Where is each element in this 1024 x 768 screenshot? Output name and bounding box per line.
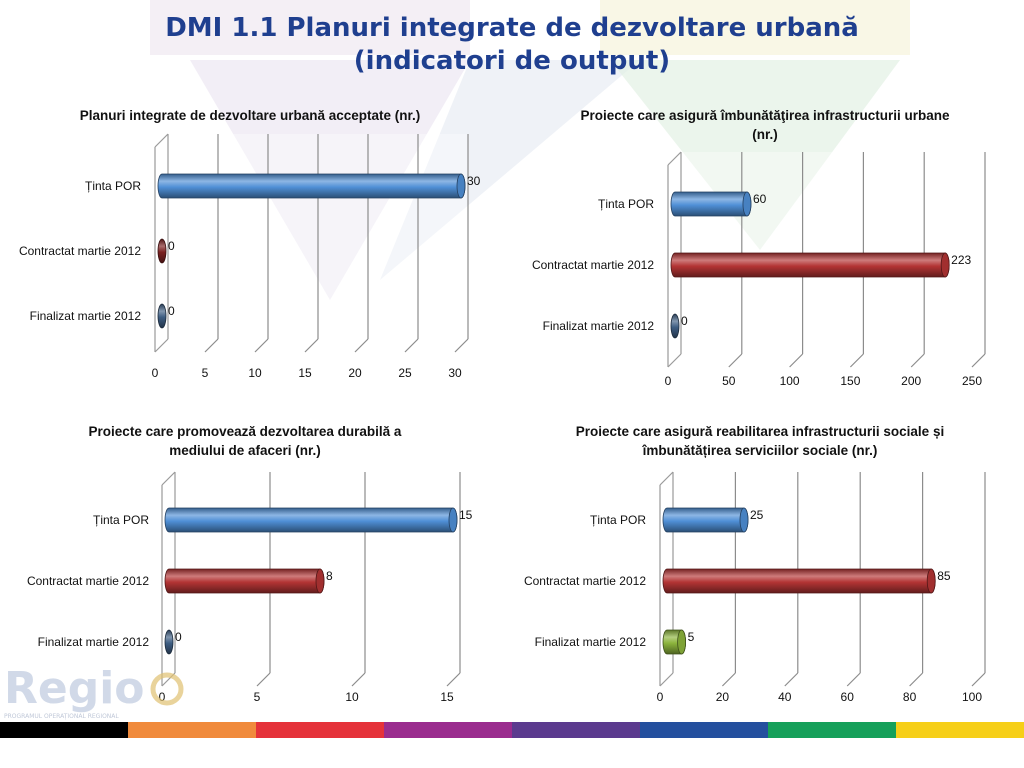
data-label: 15 [459,508,473,522]
svg-text:PROGRAMUL OPERAȚIONAL REGIONAL: PROGRAMUL OPERAȚIONAL REGIONAL [4,713,119,720]
x-tick-label: 150 [840,374,861,388]
x-tick-label: 100 [961,690,983,704]
data-label: 223 [951,253,972,267]
floor-gridline [785,673,798,686]
bar [663,569,935,593]
stripe-segment-0 [0,722,128,738]
bar-end-cap [927,569,935,593]
x-tick-label: 50 [722,374,736,388]
category-label: Contractat martie 2012 [523,574,646,588]
x-tick-label: 200 [901,374,922,388]
category-label: Ținta POR [92,513,149,527]
stripe-segment-6 [768,722,896,738]
x-tick-label: 15 [440,690,454,704]
stripe-segment-5 [640,722,768,738]
category-label: Finalizat martie 2012 [37,635,149,649]
data-label: 8 [326,569,333,583]
stripe-segment-2 [256,722,384,738]
x-tick-label: 25 [398,366,412,380]
data-label: 0 [168,239,175,253]
category-label: Finalizat martie 2012 [29,309,141,323]
bar-end-cap [740,508,748,532]
stripe-segment-3 [384,722,512,738]
floor-gridline [722,673,735,686]
x-tick-label: 15 [298,366,312,380]
regio-logo [4,663,194,723]
data-label: 5 [687,630,695,644]
x-tick-label: 20 [715,690,730,704]
data-label: 0 [168,304,175,318]
stripe-segment-1 [128,722,256,738]
data-label: 0 [681,314,688,328]
data-label: 25 [750,508,764,522]
stripe-segment-7 [896,722,1024,738]
x-tick-label: 0 [151,366,159,380]
stripe-segment-4 [512,722,640,738]
x-tick-label: 80 [902,690,917,704]
x-tick-label: 250 [961,374,983,388]
x-tick-label: 40 [778,690,792,704]
x-tick-label: 20 [348,366,362,380]
data-label: 85 [937,569,951,583]
x-tick-label: 0 [158,690,166,704]
category-label: Ținta POR [84,179,141,193]
category-label: Contractat martie 2012 [531,258,654,272]
x-tick-label: 5 [201,366,209,380]
data-label: 60 [752,192,767,206]
x-tick-label: 100 [779,374,800,388]
category-label: Finalizat martie 2012 [534,635,646,649]
floor-gridline [847,673,860,686]
x-tick-label: 5 [253,690,261,704]
chart-4-title: Proiecte care asigură reabilitarea infrastructurii sociale și îmbunătățirea serviciilor sociale (nr.) [575,424,945,458]
color-stripe [0,722,1024,738]
category-label: Contractat martie 2012 [26,574,149,588]
data-label: 0 [175,630,182,644]
x-tick-label: 0 [656,690,664,704]
svg-text:Regio: Regio [4,663,145,714]
floor-gridline [972,673,985,686]
x-tick-label: 10 [345,690,359,704]
floor-gridline [910,673,923,686]
page-title-line1: DMI 1.1 Planuri integrate de dezvoltare urbană [165,13,859,43]
bar-end-cap [678,630,686,654]
data-label: 30 [467,174,481,188]
chart-2-title: Proiecte care asigură îmbunătăţirea infrastructurii urbane (nr.) [580,108,950,142]
x-tick-label: 60 [840,690,854,704]
axis-wall-bottom [660,673,673,686]
x-tick-label: 30 [448,366,462,380]
category-label: Contractat martie 2012 [18,244,141,258]
x-tick-label: 10 [248,366,262,380]
category-label: Ținta POR [589,513,646,527]
axis-wall-top [660,472,673,485]
page-title-line2: (indicatori de output) [353,46,671,76]
chart-3-title: Proiecte care promovează dezvoltarea durabilă a mediului de afaceri (nr.) [88,424,402,458]
bar [663,508,748,532]
chart-1-title: Planuri integrate de dezvoltare urbană acceptate (nr.) [79,108,421,123]
category-label: Finalizat martie 2012 [542,319,654,333]
category-label: Ținta POR [597,197,654,211]
x-tick-label: 0 [664,374,672,388]
